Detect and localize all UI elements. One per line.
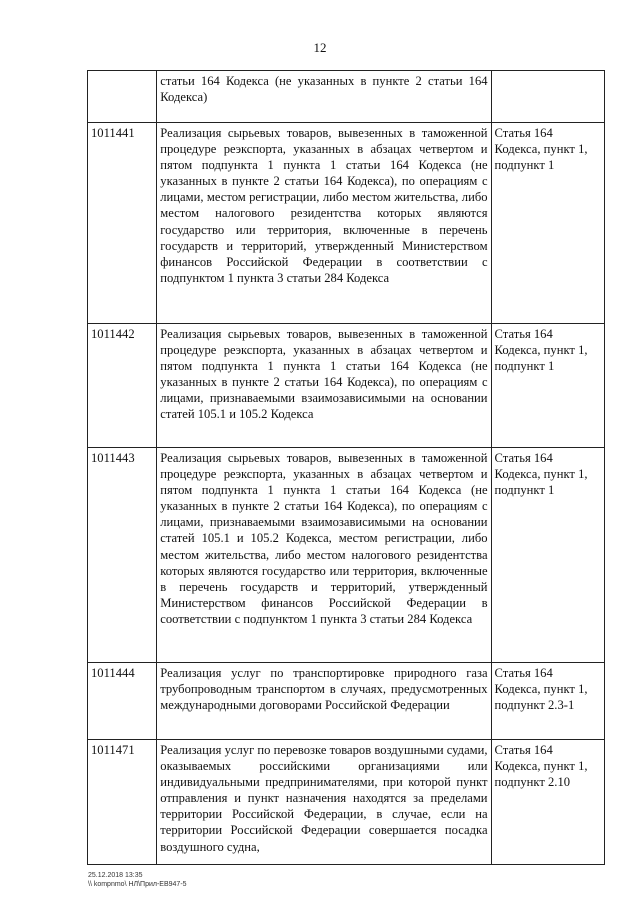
code-cell: 1011442 bbox=[88, 324, 157, 448]
footer-timestamp: 25.12.2018 13:35 bbox=[88, 872, 143, 879]
footer-file-reference: \\ kompnmo\ НЛ\Прил-ЕВ947-5 bbox=[88, 881, 187, 888]
code-cell bbox=[88, 71, 157, 123]
table-row bbox=[88, 663, 605, 740]
document-footer bbox=[88, 871, 187, 889]
code-cell: 1011443 bbox=[88, 448, 157, 663]
reference-cell: Статья 164 Кодекса, пункт 1, подпункт 2.3-1 bbox=[491, 663, 604, 740]
code-cell: 1011444 bbox=[88, 663, 157, 740]
reference-cell bbox=[491, 71, 604, 123]
table-row bbox=[88, 71, 605, 123]
reference-cell: Статья 164 Кодекса, пункт 1, подпункт 1 bbox=[491, 324, 604, 448]
reference-cell: Статья 164 Кодекса, пункт 1, подпункт 1 bbox=[491, 123, 604, 324]
table-row bbox=[88, 448, 605, 663]
description-cell: Реализация сырьевых товаров, вывезенных в таможенной процедуре реэкспорта, указанных в абзацах четвертом и пятом подпункта 1 пункта 1 статьи 164 Кодекса (не указанных в пункте 2 статьи 164 Кодекса), по операциям с лицами, признаваемыми взаимозависимыми на основании статей 105.1 и 105.2 Кодекса bbox=[157, 324, 491, 448]
description-cell: Реализация услуг по перевозке товаров воздушными судами, оказываемых российскими организациями или индивидуальными предпринимателями, при которой пункт отправления и пункт назначения находятся за пределами территории Российской Федерации, в случае, если на территории Российской Федерации совершается посадка воздушного судна, bbox=[157, 740, 491, 865]
page-number: 12 bbox=[313, 40, 327, 55]
reference-cell: Статья 164 Кодекса, пункт 1, подпункт 1 bbox=[491, 448, 604, 663]
table-row bbox=[88, 324, 605, 448]
description-cell: Реализация услуг по транспортировке природного газа трубопроводным транспортом в случаях, предусмотренных международными договорами Российской Федерации bbox=[157, 663, 491, 740]
table-row bbox=[88, 123, 605, 324]
reference-cell: Статья 164 Кодекса, пункт 1, подпункт 2.10 bbox=[491, 740, 604, 865]
code-cell: 1011441 bbox=[88, 123, 157, 324]
description-cell: статьи 164 Кодекса (не указанных в пункте 2 статьи 164 Кодекса) bbox=[157, 71, 491, 123]
description-cell: Реализация сырьевых товаров, вывезенных в таможенной процедуре реэкспорта, указанных в абзацах четвертом и пятом подпункта 1 пункта 1 статьи 164 Кодекса (не указанных в пункте 2 статьи 164 Кодекса), по операциям с лицами, местом регистрации, либо местом жительства, либо местом налогового резидентства которых являются государство или территория, включенные в перечень государств и территорий, утвержденный Министерством финансов Российской Федерации в соответствии с подпунктом 1 пункта 3 статьи 284 Кодекса bbox=[157, 123, 491, 324]
table-row bbox=[88, 740, 605, 865]
description-cell: Реализация сырьевых товаров, вывезенных в таможенной процедуре реэкспорта, указанных в абзацах четвертом и пятом подпункта 1 пункта 1 статьи 164 Кодекса (не указанных в пункте 2 статьи 164 Кодекса), по операциям с лицами, признаваемыми взаимозависимыми на основании статей 105.1 и 105.2 Кодекса, местом регистрации, либо местом жительства, либо местом налогового резидентства которых являются государство или территория, включенные в перечень государств и территорий, утвержденный Министерством финансов Российской Федерации в соответствии с подпунктом 1 пункта 3 статьи 284 Кодекса bbox=[157, 448, 491, 663]
code-table bbox=[87, 70, 605, 865]
code-cell: 1011471 bbox=[88, 740, 157, 865]
